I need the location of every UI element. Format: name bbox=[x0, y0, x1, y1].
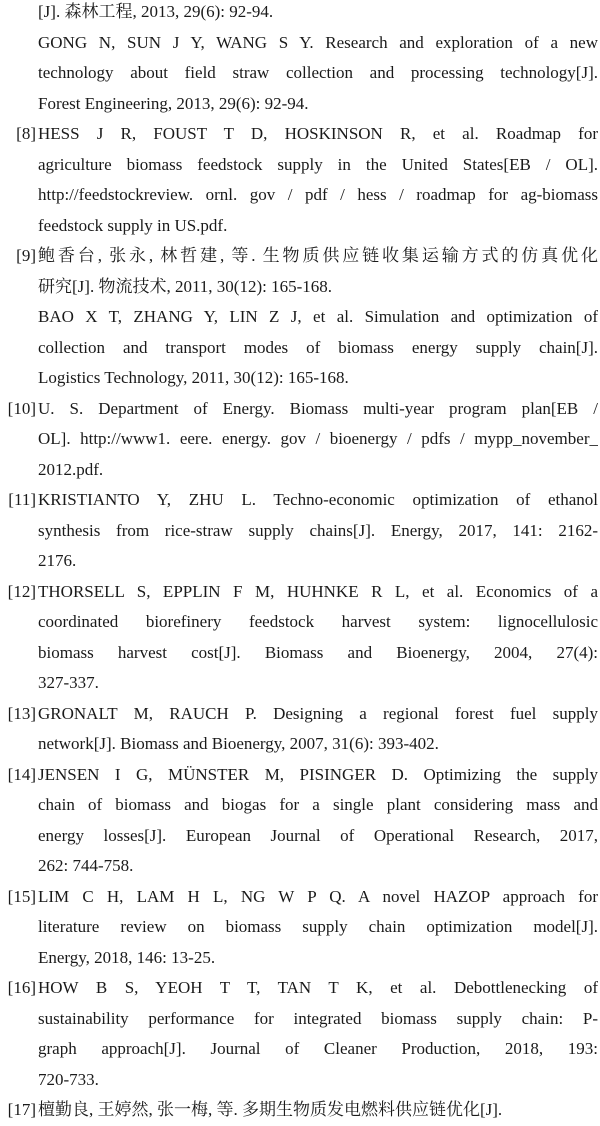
reference-line: chain of biomass and biogas for a single plant considering mass and bbox=[38, 795, 598, 814]
reference-number: [16] bbox=[7, 978, 36, 997]
reference-text bbox=[38, 1095, 598, 1126]
reference-entry bbox=[0, 1095, 600, 1126]
reference-line: 2012.pdf. bbox=[38, 459, 104, 479]
reference-line: agriculture biomass feedstock supply in the United States[EB / OL]. bbox=[38, 154, 598, 174]
reference-line: BAO X T, ZHANG Y, LIN Z J, et al. Simulation and optimization of bbox=[38, 307, 598, 326]
reference-line: KRISTIANTO Y, ZHU L. Techno-economic optimization of ethanol bbox=[38, 490, 598, 509]
reference-line: Forest Engineering, 2013, 29(6): 92-94. bbox=[38, 93, 309, 113]
reference-line: OL]. http://www1. eere. energy. gov / bioenergy / pdfs / mypp_november_ bbox=[38, 429, 598, 448]
reference-line: collection and transport modes of biomass energy supply chain[J]. bbox=[38, 337, 598, 357]
reference-line: 327-337. bbox=[38, 673, 99, 692]
reference-text bbox=[38, 973, 598, 1095]
reference-text bbox=[38, 241, 598, 302]
reference-line: U. S. Department of Energy. Biomass multi-year program plan[EB / bbox=[38, 398, 598, 418]
reference-line: Logistics Technology, 2011, 30(12): 165-168. bbox=[38, 368, 349, 387]
reference-text bbox=[38, 760, 598, 882]
reference-number: [14] bbox=[7, 764, 36, 784]
reference-line: biomass harvest cost[J]. Biomass and Bioenergy, 2004, 27(4): bbox=[38, 642, 598, 662]
reference-number: [10] bbox=[7, 398, 36, 418]
reference-text bbox=[38, 0, 598, 28]
reference-line: GRONALT M, RAUCH P. Designing a regional forest fuel supply bbox=[38, 703, 598, 723]
reference-text bbox=[38, 699, 598, 760]
reference-number: [8] bbox=[16, 124, 36, 143]
reference-text bbox=[38, 882, 598, 974]
reference-line: 鲍香台, 张永, 林哲建, 等. 生物质供应链收集运输方式的仿真优化 bbox=[38, 246, 598, 265]
reference-entry bbox=[0, 882, 600, 974]
reference-number: [9] bbox=[16, 246, 36, 265]
reference-number: [17] bbox=[7, 1100, 36, 1119]
reference-entry bbox=[0, 394, 600, 486]
reference-entry bbox=[0, 760, 600, 882]
reference-line: technology about field straw collection and processing technology[J]. bbox=[38, 63, 598, 82]
reference-number: [12] bbox=[7, 581, 36, 601]
reference-entry bbox=[0, 0, 600, 28]
reference-entry bbox=[0, 699, 600, 760]
reference-line: sustainability performance for integrated biomass supply chain: P- bbox=[38, 1008, 598, 1028]
reference-text bbox=[38, 394, 598, 486]
reference-line: literature review on biomass supply chain optimization model[J]. bbox=[38, 917, 598, 936]
reference-line: 720-733. bbox=[38, 1069, 99, 1089]
reference-entry bbox=[0, 485, 600, 577]
reference-line: Energy, 2018, 146: 13-25. bbox=[38, 947, 216, 967]
reference-number: [11] bbox=[8, 490, 36, 509]
reference-text bbox=[38, 485, 598, 577]
reference-line: HESS J R, FOUST T D, HOSKINSON R, et al. Roadmap for bbox=[38, 124, 598, 143]
reference-text bbox=[38, 577, 598, 699]
reference-line: THORSELL S, EPPLIN F M, HUHNKE R L, et al. Economics of a bbox=[38, 581, 598, 601]
reference-line: energy losses[J]. European Journal of Operational Research, 2017, bbox=[38, 825, 598, 845]
reference-line: [J]. 森林工程, 2013, 29(6): 92-94. bbox=[38, 2, 274, 21]
reference-text bbox=[38, 302, 598, 394]
reference-line: JENSEN I G, MÜNSTER M, PISINGER D. Optimizing the supply bbox=[38, 764, 598, 784]
reference-entry bbox=[0, 302, 600, 394]
reference-line: HOW B S, YEOH T T, TAN T K, et al. Debottlenecking of bbox=[38, 978, 598, 997]
reference-line: synthesis from rice-straw supply chains[J]. Energy, 2017, 141: 2162- bbox=[38, 520, 598, 540]
reference-line: 262: 744-758. bbox=[38, 856, 134, 875]
reference-line: 研究[J]. 物流技术, 2011, 30(12): 165-168. bbox=[38, 276, 333, 296]
reference-line: LIM C H, LAM H L, NG W P Q. A novel HAZOP approach for bbox=[38, 886, 598, 906]
reference-number: [15] bbox=[7, 886, 36, 906]
reference-line: 2176. bbox=[38, 551, 77, 570]
reference-line: GONG N, SUN J Y, WANG S Y. Research and exploration of a new bbox=[38, 32, 598, 52]
reference-entry bbox=[0, 119, 600, 241]
reference-line: http://feedstockreview. ornl. gov / pdf / hess / roadmap for ag-biomass bbox=[38, 185, 598, 204]
reference-line: graph approach[J]. Journal of Cleaner Production, 2018, 193: bbox=[38, 1039, 598, 1058]
reference-number: [13] bbox=[7, 703, 36, 723]
reference-entry bbox=[0, 973, 600, 1095]
reference-line: 檀勤良, 王婷然, 张一梅, 等. 多期生物质发电燃料供应链优化[J]. bbox=[38, 1100, 503, 1119]
reference-entry bbox=[0, 577, 600, 699]
reference-entry bbox=[0, 28, 600, 120]
reference-line: network[J]. Biomass and Bioenergy, 2007, 31(6): 393-402. bbox=[38, 734, 439, 753]
reference-line: feedstock supply in US.pdf. bbox=[38, 215, 228, 235]
reference-entry bbox=[0, 241, 600, 302]
reference-text bbox=[38, 119, 598, 241]
reference-text bbox=[38, 28, 598, 120]
reference-line: coordinated biorefinery feedstock harvest system: lignocellulosic bbox=[38, 612, 598, 631]
